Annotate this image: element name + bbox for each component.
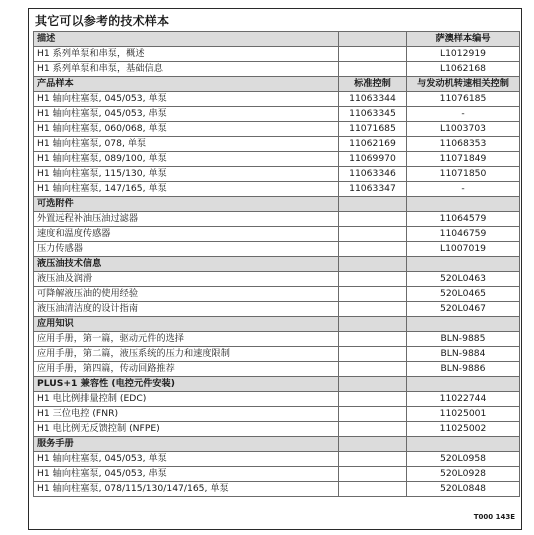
description-cell: 应用手册，第一篇，驱动元件的选择 [34, 332, 339, 347]
literature-number-cell: BLN-9885 [407, 332, 520, 347]
table-row [34, 212, 520, 227]
standard-control-cell [339, 407, 407, 422]
description-cell: H1 轴向柱塞泵, 045/053, 单泵 [34, 92, 339, 107]
table-row [34, 392, 520, 407]
description-cell: H1 电比例排量控制 (EDC) [34, 392, 339, 407]
section-header-row [34, 317, 520, 332]
section-header-cell: 产品样本 [34, 77, 339, 92]
section-header-cell: 标准控制 [339, 77, 407, 92]
section-header-cell: 应用知识 [34, 317, 339, 332]
table-row [34, 407, 520, 422]
figure-code: T000 143E [473, 513, 515, 521]
literature-number-cell: 11022744 [407, 392, 520, 407]
standard-control-cell [339, 302, 407, 317]
standard-control-cell [339, 272, 407, 287]
standard-control-cell [339, 482, 407, 497]
standard-control-cell: 11063344 [339, 92, 407, 107]
standard-control-cell [339, 452, 407, 467]
literature-number-cell: 520L0463 [407, 272, 520, 287]
table-row [34, 122, 520, 137]
literature-number-cell: 11025001 [407, 407, 520, 422]
section-header-cell [339, 257, 407, 272]
standard-control-cell: 11062169 [339, 137, 407, 152]
section-header-cell: 萨澳样本编号 [407, 32, 520, 47]
table-row [34, 287, 520, 302]
section-header-row [34, 257, 520, 272]
section-header-cell [407, 317, 520, 332]
standard-control-cell [339, 392, 407, 407]
table-row [34, 107, 520, 122]
section-header-row [34, 437, 520, 452]
literature-number-cell: L1062168 [407, 62, 520, 77]
table-row [34, 182, 520, 197]
standard-control-cell [339, 362, 407, 377]
literature-number-cell: BLN-9884 [407, 347, 520, 362]
literature-number-cell: 520L0848 [407, 482, 520, 497]
standard-control-cell [339, 347, 407, 362]
standard-control-cell [339, 227, 407, 242]
section-header-cell [407, 437, 520, 452]
standard-control-cell [339, 62, 407, 77]
description-cell: H1 系列单泵和串泵，基础信息 [34, 62, 339, 77]
description-cell: H1 三位电控 (FNR) [34, 407, 339, 422]
standard-control-cell [339, 422, 407, 437]
section-header-cell: 可选附件 [34, 197, 339, 212]
table-row [34, 347, 520, 362]
page-title: 其它可以参考的技术样本 [35, 14, 170, 28]
literature-number-cell: 520L0467 [407, 302, 520, 317]
description-cell: H1 轴向柱塞泵, 045/053, 串泵 [34, 467, 339, 482]
literature-number-cell: L1012919 [407, 47, 520, 62]
table-row [34, 92, 520, 107]
literature-number-cell: - [407, 107, 520, 122]
section-header-row [34, 197, 520, 212]
table-row [34, 362, 520, 377]
table-row [34, 167, 520, 182]
section-header-row [34, 32, 520, 47]
section-header-row [34, 377, 520, 392]
literature-number-cell: - [407, 182, 520, 197]
description-cell: H1 轴向柱塞泵, 115/130, 单泵 [34, 167, 339, 182]
section-header-cell [339, 197, 407, 212]
section-header-cell: 液压油技术信息 [34, 257, 339, 272]
table-row [34, 47, 520, 62]
standard-control-cell: 11063347 [339, 182, 407, 197]
section-header-cell: 与发动机转速相关控制 [407, 77, 520, 92]
section-header-cell [407, 377, 520, 392]
table-row [34, 137, 520, 152]
literature-number-cell: 11025002 [407, 422, 520, 437]
description-cell: H1 轴向柱塞泵, 078/115/130/147/165, 单泵 [34, 482, 339, 497]
description-cell: 速度和温度传感器 [34, 227, 339, 242]
description-cell: H1 系列单泵和串泵，概述 [34, 47, 339, 62]
standard-control-cell: 11063345 [339, 107, 407, 122]
standard-control-cell [339, 242, 407, 257]
literature-number-cell: 520L0928 [407, 467, 520, 482]
literature-number-cell: 11071850 [407, 167, 520, 182]
literature-number-cell: 11068353 [407, 137, 520, 152]
section-header-cell: 服务手册 [34, 437, 339, 452]
description-cell: 液压油及润滑 [34, 272, 339, 287]
literature-number-cell: L1007019 [407, 242, 520, 257]
section-header-cell: PLUS+1 兼容性 (电控元件安装) [34, 377, 339, 392]
section-header-cell: 描述 [34, 32, 339, 47]
standard-control-cell [339, 467, 407, 482]
literature-number-cell: 520L0465 [407, 287, 520, 302]
description-cell: H1 轴向柱塞泵, 045/053, 单泵 [34, 452, 339, 467]
description-cell: 应用手册，第二篇，液压系统的压力和速度限制 [34, 347, 339, 362]
literature-number-cell: 520L0958 [407, 452, 520, 467]
table-row [34, 467, 520, 482]
table-row [34, 227, 520, 242]
description-cell: H1 轴向柱塞泵, 147/165, 单泵 [34, 182, 339, 197]
literature-number-cell: L1003703 [407, 122, 520, 137]
description-cell: H1 轴向柱塞泵, 089/100, 单泵 [34, 152, 339, 167]
table-row [34, 152, 520, 167]
literature-number-cell: 11071849 [407, 152, 520, 167]
literature-table [33, 31, 520, 497]
standard-control-cell [339, 47, 407, 62]
table-row [34, 332, 520, 347]
section-header-cell [339, 32, 407, 47]
table-row [34, 272, 520, 287]
standard-control-cell [339, 287, 407, 302]
table-row [34, 422, 520, 437]
description-cell: H1 轴向柱塞泵, 078, 单泵 [34, 137, 339, 152]
literature-number-cell: 11046759 [407, 227, 520, 242]
section-header-cell [407, 257, 520, 272]
description-cell: 可降解液压油的使用经验 [34, 287, 339, 302]
literature-number-cell: BLN-9886 [407, 362, 520, 377]
description-cell: 压力传感器 [34, 242, 339, 257]
description-cell: H1 轴向柱塞泵, 045/053, 串泵 [34, 107, 339, 122]
standard-control-cell [339, 332, 407, 347]
table-row [34, 62, 520, 77]
standard-control-cell: 11069970 [339, 152, 407, 167]
table-row [34, 302, 520, 317]
table-row [34, 242, 520, 257]
description-cell: H1 电比例无反馈控制 (NFPE) [34, 422, 339, 437]
standard-control-cell [339, 212, 407, 227]
table-row [34, 482, 520, 497]
section-header-row [34, 77, 520, 92]
standard-control-cell: 11063346 [339, 167, 407, 182]
description-cell: 外置远程补油压油过滤器 [34, 212, 339, 227]
table-row [34, 452, 520, 467]
section-header-cell [407, 197, 520, 212]
section-header-cell [339, 437, 407, 452]
description-cell: 液压油清洁度的设计指南 [34, 302, 339, 317]
reference-literature-panel [28, 8, 522, 530]
section-header-cell [339, 377, 407, 392]
section-header-cell [339, 317, 407, 332]
description-cell: 应用手册，第四篇，传动回路推荐 [34, 362, 339, 377]
standard-control-cell: 11071685 [339, 122, 407, 137]
literature-number-cell: 11064579 [407, 212, 520, 227]
literature-number-cell: 11076185 [407, 92, 520, 107]
description-cell: H1 轴向柱塞泵, 060/068, 单泵 [34, 122, 339, 137]
